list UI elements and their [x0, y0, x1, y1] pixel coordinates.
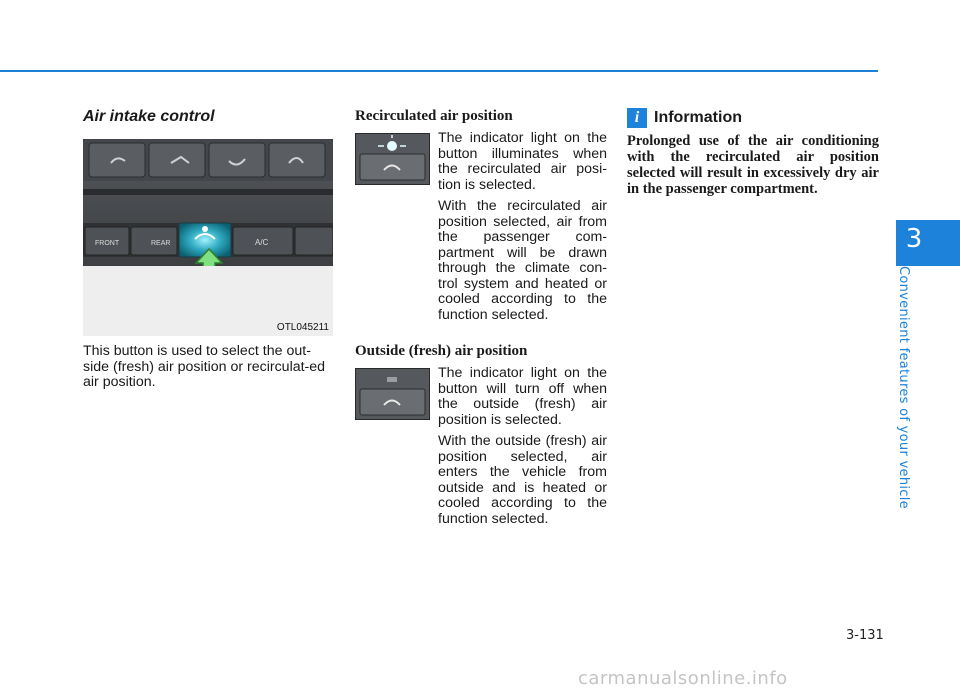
right-column [627, 108, 879, 197]
outside-para2: With the outside (fresh) air position selected, air enters the vehicle from outside and is heated or cooled according to the function selected. [438, 433, 607, 527]
chapter-side-strip [896, 266, 926, 509]
info-text: Prolonged use of the air conditioning with the recirculated air position selected will result in excessively dry air in the passenger compartment. [627, 133, 879, 197]
recirc-block [355, 131, 607, 323]
figure-caption: OTL045211 [276, 322, 329, 333]
recirc-button-image [355, 133, 430, 185]
chapter-tab [896, 220, 960, 266]
recirc-heading: Recirculated air position [355, 108, 513, 124]
ac-button-label: A/C [255, 238, 269, 247]
section-heading: Air intake control [83, 108, 215, 125]
outside-para1: The indicator light on the button will turn off when the outside (fresh) air position is selected. [438, 365, 607, 428]
top-rule [0, 70, 878, 72]
chapter-number: 3 [905, 224, 923, 254]
outside-block [355, 366, 607, 527]
front-button-label: FRONT [95, 240, 120, 247]
info-header [627, 108, 879, 128]
outside-button-image [355, 368, 430, 420]
info-icon: i [627, 108, 647, 128]
air-intake-figure [83, 139, 333, 336]
left-column [83, 108, 335, 391]
recirc-para1: The indicator light on the button illuminates when the recirculated air posi-tion is selected. [438, 130, 607, 193]
recirc-para2: With the recirculated air position selected, air from the passenger com-partment will be drawn through the climate con-trol system and heated or cooled according to the function selected. [438, 198, 607, 323]
outside-heading: Outside (fresh) air position [355, 343, 528, 359]
chapter-title: Convenient features of your vehicle [896, 266, 911, 509]
intro-paragraph: This button is used to select the out-side (fresh) air position or recirculat-ed air position. [83, 343, 326, 390]
watermark-link[interactable]: carmanualsonline.info [578, 668, 788, 689]
rear-button-label: REAR [151, 240, 171, 247]
middle-column [355, 108, 607, 527]
page-number: 3-131 [846, 628, 884, 643]
info-title: Information [654, 109, 742, 126]
